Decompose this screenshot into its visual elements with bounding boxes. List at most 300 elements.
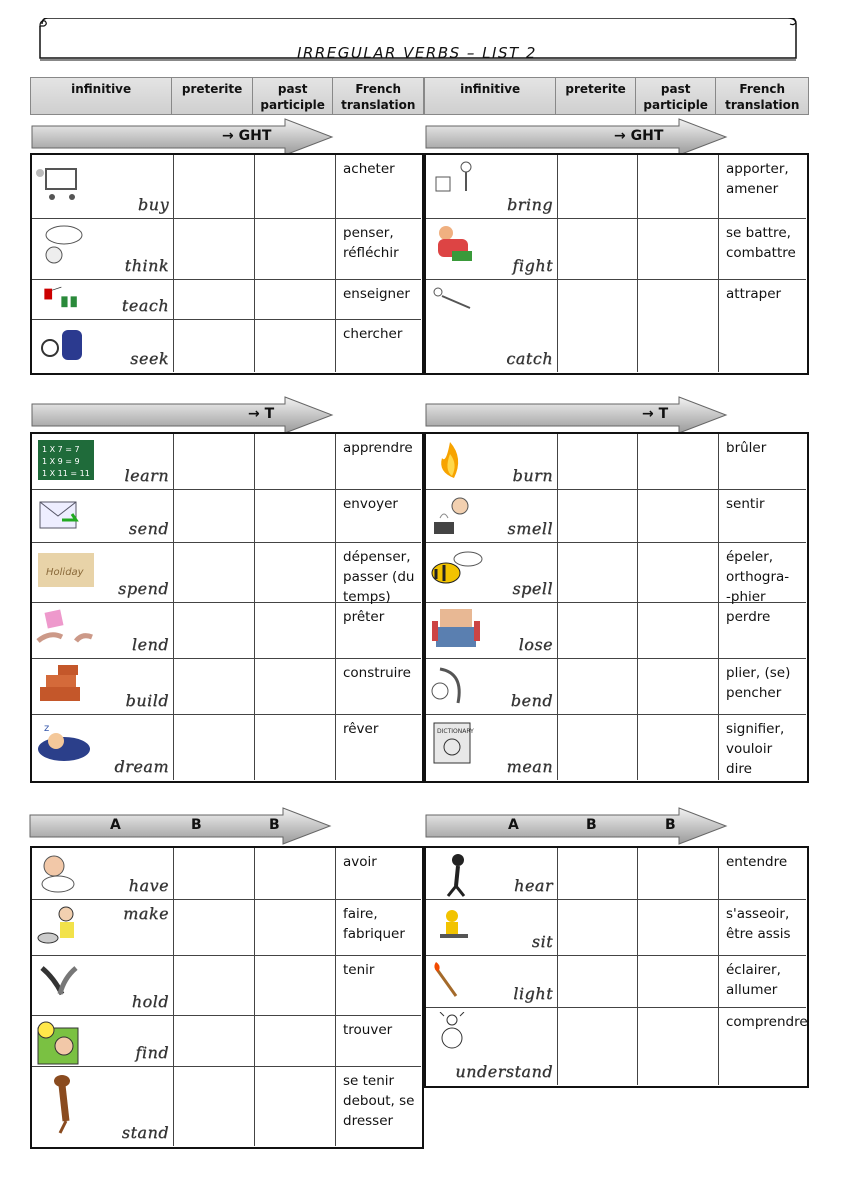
svg-text:Holiday: Holiday <box>46 567 84 578</box>
french-cell <box>719 434 806 489</box>
french-translation-line: amener <box>726 181 779 197</box>
french-translation <box>343 438 417 458</box>
verb-infinitive: seek <box>130 349 169 368</box>
seek-picture-icon <box>36 324 96 370</box>
header-french-line2: translation <box>341 98 416 112</box>
think-picture-icon <box>36 223 96 278</box>
catch-picture-icon <box>430 284 490 348</box>
french-translation <box>726 284 802 304</box>
verb-row-teach <box>32 280 421 320</box>
fight-picture-icon <box>430 223 490 278</box>
verb-infinitive: catch <box>506 349 553 368</box>
infinitive-cell <box>32 956 174 1015</box>
group-label-t: → T <box>248 406 275 422</box>
header-french-line1: French <box>355 82 402 96</box>
french-translation-line: fabriquer <box>343 926 405 942</box>
preterite-cell[interactable] <box>558 434 638 489</box>
svg-text:1 X 9 = 9: 1 X 9 = 9 <box>42 457 80 466</box>
group-label-a: A <box>110 817 121 833</box>
make-picture-icon <box>36 904 96 954</box>
verb-row-fight <box>426 219 806 280</box>
verb-infinitive: bend <box>510 691 553 710</box>
preterite-cell[interactable] <box>174 434 255 489</box>
verb-row-lose <box>426 603 806 659</box>
past-participle-cell[interactable] <box>255 543 336 602</box>
french-translation <box>726 904 802 944</box>
hold-picture-icon <box>36 960 96 1014</box>
past-participle-cell[interactable] <box>638 490 719 542</box>
french-cell <box>719 155 806 218</box>
past-participle-cell[interactable] <box>255 659 336 714</box>
preterite-cell[interactable] <box>174 320 255 372</box>
french-cell <box>719 543 806 605</box>
verb-row-spell <box>426 543 806 603</box>
french-translation-line: -phier <box>726 589 766 605</box>
french-cell <box>719 956 806 1007</box>
preterite-cell[interactable] <box>174 219 255 279</box>
preterite-cell[interactable] <box>174 848 255 899</box>
verb-infinitive: find <box>135 1043 169 1062</box>
french-translation-line: plier, (se) <box>726 665 791 681</box>
infinitive-cell <box>426 280 558 372</box>
light-picture-icon <box>430 960 490 1006</box>
preterite-cell[interactable] <box>558 1008 638 1085</box>
preterite-cell[interactable] <box>174 1067 255 1146</box>
french-translation-line: épeler, <box>726 549 774 565</box>
verb-row-send <box>32 490 421 543</box>
spend-picture-icon <box>36 547 96 601</box>
french-cell <box>719 280 806 372</box>
send-picture-icon <box>36 494 96 541</box>
verb-row-hold <box>32 956 421 1016</box>
french-translation-line: construire <box>343 665 411 681</box>
verb-infinitive: smell <box>507 519 553 538</box>
french-translation-line: penser, <box>343 225 394 241</box>
infinitive-cell <box>32 659 174 714</box>
french-translation <box>726 223 802 263</box>
verb-infinitive: stand <box>121 1123 169 1142</box>
arrow-shape-icon <box>424 807 729 845</box>
infinitive-cell <box>32 1016 174 1066</box>
preterite-cell[interactable] <box>174 603 255 658</box>
preterite-cell[interactable] <box>174 956 255 1015</box>
french-cell <box>336 155 421 218</box>
french-translation <box>343 547 417 607</box>
french-translation-line: éclairer, <box>726 962 781 978</box>
past-participle-cell[interactable] <box>255 155 336 218</box>
header-past-line1: past <box>277 82 308 96</box>
infinitive-cell <box>426 1008 558 1085</box>
french-translation <box>343 159 417 179</box>
column-header-left <box>30 77 424 115</box>
dream-picture-icon <box>36 719 96 778</box>
arrow-shape-icon <box>28 807 333 845</box>
verb-infinitive: spell <box>512 579 553 598</box>
arrow-t-right <box>424 396 729 434</box>
arrow-abb-left <box>28 807 333 845</box>
preterite-cell[interactable] <box>558 659 638 714</box>
french-translation-line: combattre <box>726 245 796 261</box>
svg-text:z: z <box>44 723 50 734</box>
verb-table-ght-right <box>424 153 809 375</box>
french-translation <box>726 438 802 458</box>
verb-table-t-right <box>424 432 809 783</box>
french-translation-line: tenir <box>343 962 375 978</box>
past-participle-cell[interactable] <box>638 1008 719 1085</box>
french-translation-line: prêter <box>343 609 385 625</box>
infinitive-cell <box>32 280 174 319</box>
infinitive-cell <box>32 900 174 955</box>
header-infinitive: infinitive <box>31 78 172 114</box>
french-translation-line: se tenir <box>343 1073 395 1089</box>
french-translation-line: avoir <box>343 854 377 870</box>
verb-table-abb-right <box>424 846 809 1088</box>
preterite-cell[interactable] <box>174 490 255 542</box>
french-translation <box>343 324 417 344</box>
french-translation <box>343 719 417 739</box>
verb-infinitive: learn <box>124 466 169 485</box>
verb-row-have <box>32 848 421 900</box>
french-cell <box>336 603 421 658</box>
verb-row-stand <box>32 1067 421 1146</box>
infinitive-cell <box>426 715 558 780</box>
smell-picture-icon <box>430 494 490 541</box>
preterite-cell[interactable] <box>558 155 638 218</box>
french-cell <box>336 848 421 899</box>
past-participle-cell[interactable] <box>255 490 336 542</box>
infinitive-cell <box>426 659 558 714</box>
group-label-b: B <box>665 817 676 833</box>
french-translation <box>726 494 802 514</box>
title-banner <box>36 18 798 62</box>
verb-table-abb-left <box>30 846 424 1149</box>
group-label-ght: → GHT <box>614 128 664 144</box>
verb-infinitive: teach <box>121 296 169 315</box>
infinitive-cell <box>32 543 174 602</box>
group-label-a: A <box>508 817 519 833</box>
past-participle-cell[interactable] <box>255 900 336 955</box>
preterite-cell[interactable] <box>558 280 638 372</box>
past-participle-cell[interactable] <box>638 956 719 1007</box>
verb-row-spend <box>32 543 421 603</box>
arrow-shape-icon <box>30 118 335 156</box>
french-translation-line: faire, <box>343 906 378 922</box>
verb-infinitive: hear <box>514 876 553 895</box>
french-translation <box>343 1071 417 1131</box>
hear-picture-icon <box>430 852 490 898</box>
verb-row-bend <box>426 659 806 715</box>
french-translation <box>726 663 802 703</box>
verb-infinitive: fight <box>512 256 553 275</box>
past-participle-cell[interactable] <box>638 603 719 658</box>
french-translation-line: comprendre <box>726 1014 808 1030</box>
verb-table-t-left <box>30 432 424 783</box>
verb-infinitive: dream <box>114 757 169 776</box>
past-participle-cell[interactable] <box>255 1067 336 1146</box>
preterite-cell[interactable] <box>174 659 255 714</box>
past-participle-cell[interactable] <box>638 848 719 899</box>
past-participle-cell[interactable] <box>255 434 336 489</box>
past-participle-cell[interactable] <box>638 715 719 780</box>
infinitive-cell <box>32 434 174 489</box>
french-translation <box>343 904 417 944</box>
verb-infinitive: hold <box>131 992 169 1011</box>
french-translation-line: entendre <box>726 854 788 870</box>
past-participle-cell[interactable] <box>638 659 719 714</box>
french-translation-line: orthogra- <box>726 569 790 585</box>
verb-row-seek <box>32 320 421 372</box>
verb-infinitive: bring <box>506 195 553 214</box>
infinitive-cell <box>32 848 174 899</box>
verb-infinitive: lend <box>131 635 169 654</box>
french-cell <box>336 659 421 714</box>
arrow-ght-right <box>424 118 729 156</box>
verb-table-ght-left <box>30 153 424 375</box>
verb-infinitive: make <box>123 904 169 923</box>
french-translation-line: vouloir dire <box>726 741 773 777</box>
infinitive-cell <box>426 603 558 658</box>
verb-row-dream <box>32 715 421 780</box>
french-translation-line: debout, se <box>343 1093 415 1109</box>
buy-picture-icon <box>36 159 96 217</box>
french-translation-line: enseigner <box>343 286 410 302</box>
french-translation-line: envoyer <box>343 496 398 512</box>
french-cell <box>336 1067 421 1146</box>
verb-row-learn <box>32 434 421 490</box>
verb-infinitive: send <box>128 519 169 538</box>
french-cell <box>336 320 421 372</box>
infinitive-cell <box>426 900 558 955</box>
verb-infinitive: think <box>124 256 169 275</box>
verb-row-mean <box>426 715 806 780</box>
preterite-cell[interactable] <box>174 280 255 319</box>
french-translation-line: chercher <box>343 326 403 342</box>
spell-picture-icon <box>430 547 490 601</box>
verb-infinitive: build <box>125 691 169 710</box>
french-cell <box>719 603 806 658</box>
past-participle-cell[interactable] <box>638 280 719 372</box>
verb-row-hear <box>426 848 806 900</box>
french-cell <box>719 659 806 714</box>
group-label-t: → T <box>642 406 669 422</box>
french-cell <box>336 1016 421 1066</box>
preterite-cell[interactable] <box>558 956 638 1007</box>
build-picture-icon <box>36 663 96 713</box>
header-past-participle <box>253 78 334 114</box>
header-french <box>333 78 423 114</box>
preterite-cell[interactable] <box>558 543 638 602</box>
past-participle-cell[interactable] <box>255 956 336 1015</box>
group-label-ght: → GHT <box>222 128 272 144</box>
arrow-t-left <box>30 396 335 434</box>
verb-row-find <box>32 1016 421 1067</box>
french-cell <box>336 956 421 1015</box>
past-participle-cell[interactable] <box>638 219 719 279</box>
french-translation <box>343 663 417 683</box>
past-participle-cell[interactable] <box>638 155 719 218</box>
preterite-cell[interactable] <box>174 715 255 780</box>
find-picture-icon <box>36 1020 96 1065</box>
french-translation-line: temps) <box>343 589 391 605</box>
verb-row-sit <box>426 900 806 956</box>
french-translation <box>343 607 417 627</box>
french-cell <box>336 280 421 319</box>
preterite-cell[interactable] <box>558 848 638 899</box>
verb-infinitive: light <box>513 984 553 1003</box>
page-title: IRREGULAR VERBS – LIST 2 <box>297 44 537 62</box>
french-translation <box>726 547 802 607</box>
french-cell <box>719 219 806 279</box>
french-translation-line: dresser <box>343 1113 394 1129</box>
infinitive-cell <box>426 155 558 218</box>
verb-infinitive: sit <box>531 932 553 951</box>
french-translation-line: être assis <box>726 926 791 942</box>
verb-row-buy <box>32 155 421 219</box>
preterite-cell[interactable] <box>174 155 255 218</box>
french-translation-line: allumer <box>726 982 778 998</box>
verb-infinitive: lose <box>518 635 553 654</box>
preterite-cell[interactable] <box>174 543 255 602</box>
column-header-right <box>424 77 809 115</box>
french-translation-line: sentir <box>726 496 765 512</box>
arrow-abb-right <box>424 807 729 845</box>
teach-picture-icon <box>36 284 96 318</box>
preterite-cell[interactable] <box>558 219 638 279</box>
french-translation-line: brûler <box>726 440 767 456</box>
french-translation <box>343 960 417 980</box>
verb-row-build <box>32 659 421 715</box>
verb-infinitive: have <box>128 876 169 895</box>
past-participle-cell[interactable] <box>255 715 336 780</box>
verb-row-make <box>32 900 421 956</box>
french-cell <box>719 900 806 955</box>
header-french-line2: translation <box>725 98 800 112</box>
french-translation <box>726 1012 808 1032</box>
infinitive-cell <box>32 1067 174 1146</box>
verb-row-burn <box>426 434 806 490</box>
french-translation-line: pencher <box>726 685 782 701</box>
french-translation-line: perdre <box>726 609 771 625</box>
french-translation <box>343 494 417 514</box>
arrow-shape-icon <box>424 396 729 434</box>
infinitive-cell <box>32 490 174 542</box>
bend-picture-icon <box>430 663 490 713</box>
preterite-cell[interactable] <box>174 900 255 955</box>
past-participle-cell[interactable] <box>255 280 336 319</box>
past-participle-cell[interactable] <box>638 434 719 489</box>
infinitive-cell <box>32 715 174 780</box>
verb-row-light <box>426 956 806 1008</box>
past-participle-cell[interactable] <box>255 603 336 658</box>
header-french-line1: French <box>739 82 786 96</box>
preterite-cell[interactable] <box>174 1016 255 1066</box>
stand-picture-icon <box>36 1071 96 1135</box>
french-translation-line: s'asseoir, <box>726 906 790 922</box>
arrow-shape-icon <box>30 396 335 434</box>
french-cell <box>719 1008 806 1085</box>
past-participle-cell[interactable] <box>638 900 719 955</box>
french-translation-line: attraper <box>726 286 782 302</box>
infinitive-cell <box>32 320 174 372</box>
french-translation-line: dépenser, <box>343 549 411 565</box>
preterite-cell[interactable] <box>558 715 638 780</box>
preterite-cell[interactable] <box>558 490 638 542</box>
french-translation <box>726 719 802 779</box>
header-past-participle <box>636 78 717 114</box>
french-translation <box>726 852 802 872</box>
arrow-ght-left <box>30 118 335 156</box>
header-preterite: preterite <box>556 78 636 114</box>
french-cell <box>719 848 806 899</box>
arrow-shape-icon <box>424 118 729 156</box>
french-cell <box>336 434 421 489</box>
french-translation <box>343 223 417 263</box>
french-translation-line: apprendre <box>343 440 413 456</box>
past-participle-cell[interactable] <box>255 320 336 372</box>
french-translation-line: passer (du <box>343 569 415 585</box>
lose-picture-icon <box>430 607 490 657</box>
french-cell <box>336 219 421 279</box>
svg-text:1 X 11 = 11: 1 X 11 = 11 <box>42 469 90 478</box>
preterite-cell[interactable] <box>558 603 638 658</box>
past-participle-cell[interactable] <box>255 219 336 279</box>
french-cell <box>719 490 806 542</box>
french-translation <box>343 852 417 872</box>
french-translation <box>343 284 417 304</box>
svg-text:1 X 7 = 7: 1 X 7 = 7 <box>42 445 80 454</box>
verb-row-lend <box>32 603 421 659</box>
french-translation-line: rêver <box>343 721 379 737</box>
group-label-b: B <box>191 817 202 833</box>
infinitive-cell <box>426 848 558 899</box>
header-past-line1: past <box>660 82 691 96</box>
header-past-line2: participle <box>260 98 325 112</box>
french-cell <box>719 715 806 780</box>
verb-infinitive: mean <box>506 757 553 776</box>
infinitive-cell <box>32 219 174 279</box>
bring-picture-icon <box>430 159 490 217</box>
infinitive-cell <box>32 155 174 218</box>
french-translation-line: acheter <box>343 161 395 177</box>
past-participle-cell[interactable] <box>255 848 336 899</box>
past-participle-cell[interactable] <box>255 1016 336 1066</box>
verb-row-bring <box>426 155 806 219</box>
french-cell <box>336 543 421 605</box>
infinitive-cell <box>426 490 558 542</box>
preterite-cell[interactable] <box>558 900 638 955</box>
french-translation <box>343 1020 417 1040</box>
lend-picture-icon <box>36 607 96 657</box>
verb-row-understand <box>426 1008 806 1085</box>
french-cell <box>336 490 421 542</box>
french-translation <box>726 159 802 199</box>
infinitive-cell <box>426 434 558 489</box>
sit-picture-icon <box>430 904 490 954</box>
verb-infinitive: spend <box>118 579 169 598</box>
header-infinitive: infinitive <box>425 78 556 114</box>
svg-text:DICTIONARY: DICTIONARY <box>437 728 474 735</box>
verb-infinitive: buy <box>137 195 169 214</box>
header-past-line2: participle <box>643 98 708 112</box>
past-participle-cell[interactable] <box>638 543 719 602</box>
have-picture-icon <box>36 852 96 898</box>
verb-row-smell <box>426 490 806 543</box>
french-translation <box>726 960 802 1000</box>
french-translation <box>726 607 802 627</box>
infinitive-cell <box>32 603 174 658</box>
header-preterite: preterite <box>172 78 253 114</box>
verb-infinitive: understand <box>455 1062 553 1081</box>
